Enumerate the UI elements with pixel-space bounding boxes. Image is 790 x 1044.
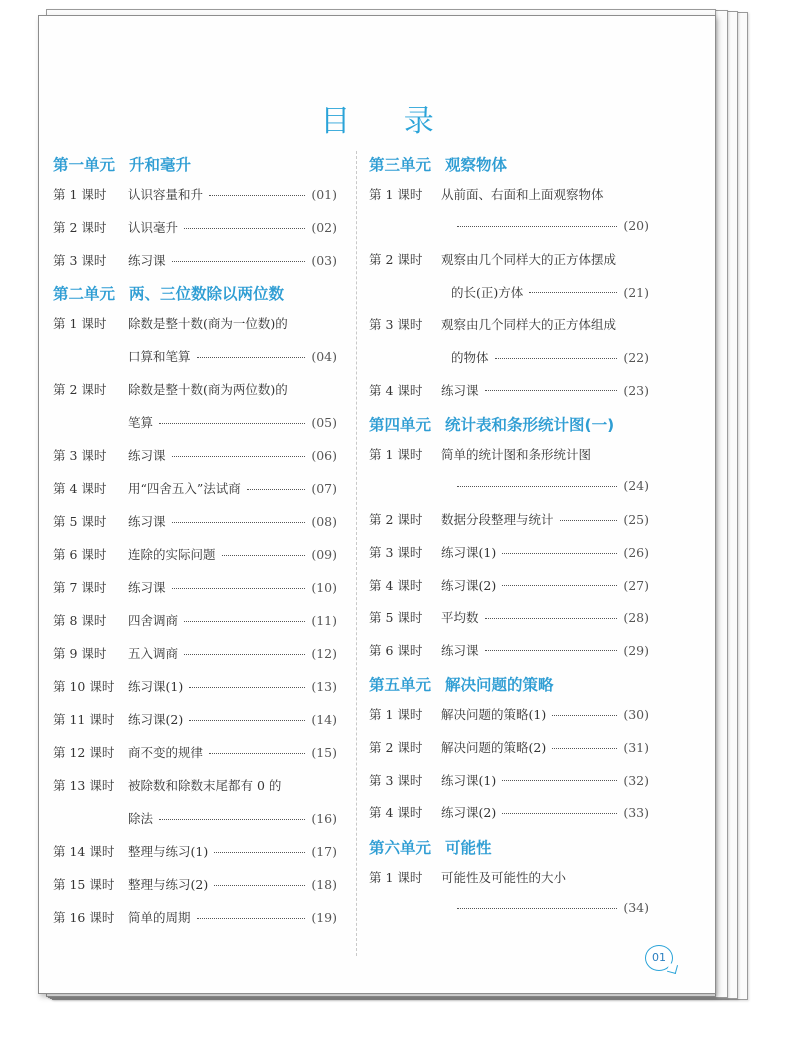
lesson-title: 整理与练习(2) — [128, 877, 209, 892]
toc-entry — [369, 803, 649, 821]
page-ref: (06) — [311, 448, 337, 463]
toc-entry — [369, 315, 616, 333]
lesson-number: 第 5 课时 — [369, 610, 423, 626]
page-ref: (05) — [311, 415, 337, 430]
lesson-title: 练习课 — [128, 514, 166, 529]
lesson-title: 练习课 — [128, 253, 166, 268]
page-ref: (25) — [623, 512, 649, 528]
lesson-number: 第 11 课时 — [53, 712, 115, 727]
dot-leader — [159, 818, 305, 820]
page-ref: (17) — [311, 844, 337, 859]
lesson-number: 第 2 课时 — [53, 382, 107, 397]
lesson-number: 第 1 课时 — [369, 707, 423, 723]
dot-leader — [214, 884, 305, 886]
lesson-title-continued: 的物体 — [451, 350, 489, 365]
unit-heading — [369, 413, 614, 435]
page-ref: (30) — [623, 707, 649, 723]
dot-leader — [189, 719, 305, 721]
lesson-title: 练习课 — [128, 580, 166, 595]
dot-leader — [529, 291, 617, 293]
toc-entry — [53, 314, 288, 332]
lesson-number: 第 3 课时 — [369, 317, 423, 333]
dot-leader — [502, 552, 617, 554]
page-ref: (04) — [311, 349, 337, 364]
toc-entry — [53, 710, 337, 728]
toc-entry-continued — [451, 900, 649, 915]
toc-entry-continued — [128, 413, 337, 431]
unit-number: 第一单元 — [53, 156, 116, 174]
unit-title: 可能性 — [445, 838, 492, 857]
page-ref: (24) — [623, 477, 649, 493]
page-ref: (19) — [311, 910, 337, 925]
dot-leader — [485, 649, 618, 651]
toc-entry — [369, 250, 616, 268]
lesson-number: 第 3 课时 — [53, 448, 107, 463]
page-ref: (09) — [311, 547, 337, 562]
unit-number: 第五单元 — [369, 676, 432, 695]
lesson-title: 练习课(2) — [441, 805, 497, 821]
dot-leader — [172, 455, 306, 457]
lesson-number: 第 1 课时 — [369, 187, 423, 202]
lesson-number: 第 9 课时 — [53, 646, 107, 661]
lesson-title: 被除数和除数末尾都有 0 的 — [128, 778, 282, 793]
toc-entry-continued — [128, 809, 337, 827]
page-ref: (29) — [623, 642, 649, 658]
page-ref: (13) — [311, 679, 337, 694]
dot-leader — [560, 519, 618, 521]
toc-entry — [53, 446, 337, 464]
lesson-number: 第 3 课时 — [53, 253, 107, 268]
dot-leader — [457, 485, 617, 487]
page-ref: (11) — [311, 613, 337, 628]
page-ref: (26) — [623, 545, 649, 560]
page-ref: (28) — [623, 610, 649, 626]
lesson-title: 认识容量和升 — [128, 187, 204, 202]
toc-entry — [53, 644, 337, 662]
toc-entry-continued — [451, 218, 649, 233]
dot-leader — [197, 917, 306, 919]
lesson-number: 第 13 课时 — [53, 778, 115, 793]
lesson-title: 解决问题的策略(2) — [441, 740, 547, 755]
lesson-number: 第 4 课时 — [369, 382, 423, 398]
page-ref: (33) — [623, 805, 649, 821]
dot-leader — [457, 225, 617, 227]
toc-entry — [369, 381, 649, 399]
toc-entry — [53, 677, 337, 695]
toc-entry — [369, 543, 649, 561]
toc-entry — [53, 218, 337, 236]
lesson-title: 除数是整十数(商为一位数)的 — [128, 316, 288, 331]
dot-leader — [222, 554, 306, 556]
dot-leader — [485, 389, 618, 391]
toc-entry — [369, 771, 649, 789]
lesson-title: 商不变的规律 — [128, 745, 204, 760]
toc-entry — [53, 743, 337, 761]
page-number-badge: 01 — [645, 945, 673, 971]
unit-heading — [369, 836, 492, 858]
lesson-number: 第 2 课时 — [369, 512, 423, 528]
lesson-title: 练习课(1) — [441, 772, 497, 788]
unit-title: 升和毫升 — [129, 156, 192, 174]
lesson-number: 第 1 课时 — [53, 187, 107, 202]
lesson-title-continued: 笔算 — [128, 415, 154, 430]
toc-entry-continued — [128, 347, 337, 365]
toc-entry-continued — [451, 348, 649, 366]
unit-title: 两、三位数除以两位数 — [129, 285, 285, 303]
dot-leader — [457, 907, 617, 909]
lesson-title: 四舍调商 — [128, 613, 179, 628]
page-ref: (12) — [311, 646, 337, 661]
toc-entry — [369, 738, 649, 756]
toc-entry — [369, 510, 649, 528]
dot-leader — [184, 227, 305, 229]
toc-entry — [369, 185, 604, 203]
unit-heading — [53, 282, 284, 304]
toc-entry — [369, 576, 649, 594]
lesson-title: 连除的实际问题 — [128, 547, 216, 562]
toc-entry-continued — [451, 283, 649, 301]
page-title: 目 录 — [320, 104, 456, 139]
lesson-title: 观察由几个同样大的正方体摆成 — [441, 252, 617, 268]
dot-leader — [172, 587, 306, 589]
lesson-title: 五入调商 — [128, 646, 179, 661]
lesson-number: 第 14 课时 — [53, 844, 115, 859]
lesson-title: 除数是整十数(商为两位数)的 — [128, 382, 288, 397]
lesson-title: 整理与练习(1) — [128, 844, 209, 859]
page-ref: (01) — [311, 187, 337, 202]
lesson-title: 练习课 — [441, 382, 479, 398]
toc-entry — [53, 380, 288, 398]
lesson-number: 第 3 课时 — [369, 772, 423, 788]
unit-title: 观察物体 — [445, 156, 508, 174]
dot-leader — [184, 620, 305, 622]
lesson-title: 练习课 — [441, 642, 479, 658]
lesson-title-continued: 除法 — [128, 811, 154, 826]
lesson-title-continued: 口算和笔算 — [128, 349, 191, 364]
toc-entry — [53, 908, 337, 926]
lesson-number: 第 4 课时 — [369, 577, 423, 593]
page-ref: (14) — [311, 712, 337, 727]
lesson-number: 第 5 课时 — [53, 514, 107, 529]
lesson-title: 从前面、右面和上面观察物体 — [441, 187, 604, 202]
lesson-number: 第 16 课时 — [53, 910, 115, 925]
page-ref: (03) — [311, 253, 337, 268]
lesson-number: 第 6 课时 — [53, 547, 107, 562]
lesson-number: 第 4 课时 — [369, 805, 423, 821]
dot-leader — [247, 488, 306, 490]
lesson-number: 第 1 课时 — [369, 447, 423, 463]
lesson-number: 第 4 课时 — [53, 481, 107, 496]
page-ref: (34) — [623, 900, 649, 916]
lesson-number: 第 12 课时 — [53, 745, 115, 760]
toc-entry — [369, 868, 566, 886]
toc-entry — [369, 608, 649, 626]
unit-title: 解决问题的策略 — [445, 676, 554, 695]
unit-heading — [369, 673, 554, 695]
toc-entry — [53, 578, 337, 596]
lesson-title: 可能性及可能性的大小 — [441, 869, 567, 885]
lesson-title: 解决问题的策略(1) — [441, 707, 547, 723]
dot-leader — [485, 617, 618, 619]
unit-title: 统计表和条形统计图(一) — [445, 416, 615, 435]
dot-leader — [159, 422, 305, 424]
toc-entry — [53, 512, 337, 530]
column-divider — [356, 151, 357, 956]
toc-entry — [369, 641, 649, 659]
lesson-title-continued: 的长(正)方体 — [451, 284, 524, 300]
unit-number: 第六单元 — [369, 838, 432, 857]
lesson-number: 第 2 课时 — [369, 252, 423, 268]
dot-leader — [502, 779, 617, 781]
lesson-number: 第 2 课时 — [369, 740, 423, 755]
lesson-number: 第 3 课时 — [369, 545, 423, 560]
lesson-title: 练习课(2) — [441, 577, 497, 593]
page-ref: (15) — [311, 745, 337, 760]
page-ref: (22) — [623, 350, 649, 365]
page-ref: (10) — [311, 580, 337, 595]
lesson-title: 简单的周期 — [128, 910, 191, 925]
lesson-title: 数据分段整理与统计 — [441, 512, 554, 528]
lesson-number: 第 8 课时 — [53, 613, 107, 628]
unit-heading — [369, 153, 507, 175]
lesson-number: 第 6 课时 — [369, 642, 423, 658]
page-ref: (32) — [623, 772, 649, 788]
dot-leader — [172, 260, 306, 262]
page-ref: (08) — [311, 514, 337, 529]
toc-entry — [53, 251, 337, 269]
page-ref: (07) — [311, 481, 337, 496]
dot-leader — [209, 752, 305, 754]
toc-page — [38, 15, 716, 994]
lesson-number: 第 10 课时 — [53, 679, 115, 694]
toc-entry — [53, 185, 337, 203]
lesson-title: 练习课(1) — [441, 545, 497, 560]
unit-heading — [53, 153, 191, 175]
page-ref: (18) — [311, 877, 337, 892]
lesson-number: 第 15 课时 — [53, 877, 115, 892]
toc-entry-continued — [451, 478, 649, 493]
toc-entry — [53, 545, 337, 563]
lesson-number: 第 1 课时 — [369, 869, 423, 885]
dot-leader — [552, 714, 617, 716]
toc-entry — [53, 842, 337, 860]
unit-number: 第四单元 — [369, 416, 432, 435]
toc-entry — [369, 705, 649, 723]
toc-entry — [53, 611, 337, 629]
lesson-number: 第 1 课时 — [53, 316, 107, 331]
lesson-title: 练习课 — [128, 448, 166, 463]
page-ref: (21) — [623, 284, 649, 300]
page-ref: (31) — [623, 740, 649, 755]
unit-number: 第二单元 — [53, 285, 116, 303]
dot-leader — [184, 653, 305, 655]
dot-leader — [197, 356, 306, 358]
lesson-title: 认识毫升 — [128, 220, 179, 235]
page-ref: (20) — [623, 217, 649, 233]
lesson-title: 练习课(1) — [128, 679, 184, 694]
lesson-title: 平均数 — [441, 610, 479, 626]
unit-number: 第三单元 — [369, 156, 432, 174]
toc-entry — [53, 875, 337, 893]
lesson-number: 第 2 课时 — [53, 220, 107, 235]
dot-leader — [172, 521, 306, 523]
toc-entry — [369, 445, 591, 463]
toc-entry — [53, 776, 281, 794]
dot-leader — [502, 812, 617, 814]
page-ref: (16) — [311, 811, 337, 826]
toc-entry — [53, 479, 337, 497]
dot-leader — [189, 686, 305, 688]
dot-leader — [209, 194, 305, 196]
page-ref: (27) — [623, 577, 649, 593]
lesson-number: 第 7 课时 — [53, 580, 107, 595]
dot-leader — [495, 357, 618, 359]
lesson-title: 观察由几个同样大的正方体组成 — [441, 317, 617, 333]
lesson-title: 用“四舍五入”法试商 — [128, 481, 241, 496]
lesson-title: 练习课(2) — [128, 712, 184, 727]
dot-leader — [502, 584, 617, 586]
dot-leader — [552, 747, 617, 749]
page-ref: (02) — [311, 220, 337, 235]
page-ref: (23) — [623, 382, 649, 398]
lesson-title: 简单的统计图和条形统计图 — [441, 447, 592, 463]
dot-leader — [214, 851, 305, 853]
